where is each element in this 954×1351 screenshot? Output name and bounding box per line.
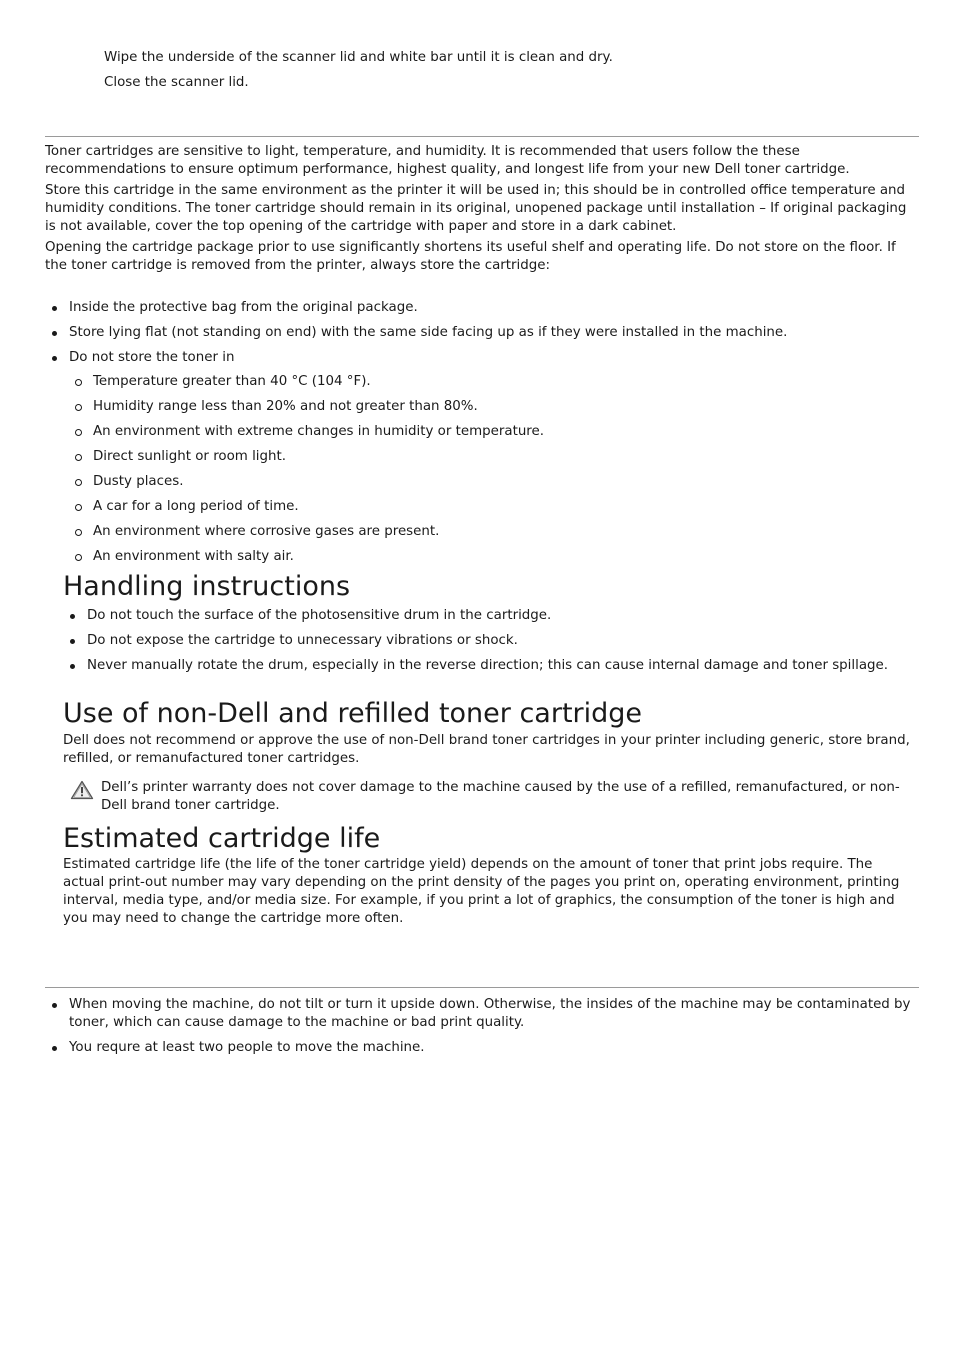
list-item: Do not touch the surface of the photosensitive drum in the cartridge. xyxy=(63,607,913,625)
list-item: Temperature greater than 40 °C (104 °F). xyxy=(69,373,919,391)
storage-paragraph: Toner cartridges are sensitive to light, temperature, and humidity. It is recommended that users follow the these recommendations to ensure optimum performance, highest quality, and longest life from your new Dell toner cartridge. xyxy=(45,144,850,177)
list-item: Inside the protective bag from the original package. xyxy=(45,299,919,317)
list-item: An environment with salty air. xyxy=(69,548,919,566)
storage-paragraph: Store this cartridge in the same environment as the printer it will be used in; this should be in controlled office temperature and humidity conditions. The toner cartridge should remain in its original, unopened package until installation – If original packaging is not available, cover the top opening of the cartridge with paper and store in a dark cabinet. xyxy=(45,183,907,234)
handling-list xyxy=(63,607,913,675)
list-item: Do not expose the cartridge to unnecessary vibrations or shock. xyxy=(63,632,913,650)
list-item: An environment where corrosive gases are present. xyxy=(69,523,919,541)
list-item: Never manually rotate the drum, especially in the reverse direction; this can cause internal damage and toner spillage. xyxy=(63,657,913,675)
storage-paragraph: Opening the cartridge package prior to use significantly shortens its useful shelf and operating life. Do not store on the floor. If the toner cartridge is removed from the printer, always store the cartridge: xyxy=(45,240,896,273)
step-wipe-lid: Wipe the underside of the scanner lid and white bar until it is clean and dry. xyxy=(104,50,613,65)
moving-list xyxy=(45,996,919,1057)
list-item: Dusty places. xyxy=(69,473,919,491)
list-item: Direct sunlight or room light. xyxy=(69,448,919,466)
step-close-lid: Close the scanner lid. xyxy=(104,75,249,90)
list-item: Humidity range less than 20% and not greater than 80%. xyxy=(69,398,919,416)
cartridge-life-heading: Estimated cartridge life xyxy=(63,823,381,854)
section-divider xyxy=(45,136,919,137)
warranty-caution: Dell’s printer warranty does not cover damage to the machine caused by the use of a refilled, remanufactured, or non-Dell brand toner cartridge. xyxy=(101,780,900,813)
warning-triangle-icon xyxy=(70,780,94,800)
list-item: Do not store the toner in xyxy=(45,349,919,367)
list-item: When moving the machine, do not tilt or turn it upside down. Otherwise, the insides of the machine may be contaminated by toner, which can cause damage to the machine or bad print quality. xyxy=(45,996,919,1032)
list-item: A car for a long period of time. xyxy=(69,498,919,516)
storage-conditions-list xyxy=(69,373,919,566)
list-item: An environment with extreme changes in humidity or temperature. xyxy=(69,423,919,441)
storage-list xyxy=(45,299,919,367)
list-item: Store lying flat (not standing on end) with the same side facing up as if they were installed in the machine. xyxy=(45,324,919,342)
non-dell-heading: Use of non-Dell and refilled toner cartridge xyxy=(63,698,643,729)
cartridge-life-paragraph: Estimated cartridge life (the life of the toner cartridge yield) depends on the amount of toner that print jobs require. The actual print-out number may vary depending on the print density of the pages you print on, operating environment, printing interval, media type, and/or media size. For example, if you print a lot of graphics, the consumption of the toner is high and you may need to change the cartridge more often. xyxy=(63,857,900,926)
handling-heading: Handling instructions xyxy=(63,571,351,602)
non-dell-paragraph: Dell does not recommend or approve the use of non-Dell brand toner cartridges in your printer including generic, store brand, refilled, or remanufactured toner cartridges. xyxy=(63,733,910,766)
list-item: You requre at least two people to move the machine. xyxy=(45,1039,919,1057)
section-divider xyxy=(45,987,919,988)
storage-section xyxy=(45,143,919,275)
